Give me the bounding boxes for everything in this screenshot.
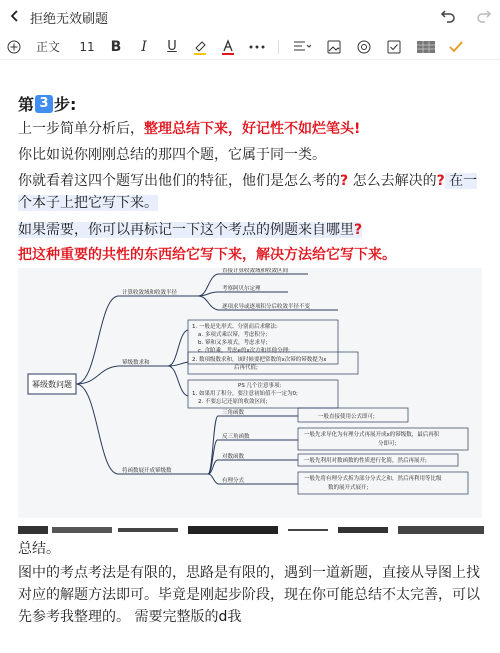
- highlighted-text: 在一个本子上把它写下来。: [18, 173, 478, 211]
- mindmap-node: 一般先利用对数函数的性质进行化简，然后再展开;: [304, 458, 427, 464]
- mindmap-node: 直接计算收敛域和收敛区间: [222, 268, 289, 274]
- font-color-icon[interactable]: [214, 36, 242, 58]
- mindmap-node: 一般先求导化为有理分式再展开成x的幂级数，最后再积: [304, 432, 440, 438]
- mindmap-image: [18, 268, 482, 518]
- paragraph-5: 把这种重要的共性的东西给它写下来，解决方法给它写下来。: [18, 247, 396, 263]
- link-icon[interactable]: [349, 36, 379, 58]
- mindmap-node: 1. 如果用了积分，要注意初始值不一定为0;: [192, 391, 298, 397]
- mindmap-node: 一般直接使用公式即可;: [318, 414, 375, 420]
- font-size-select[interactable]: 11: [79, 39, 95, 54]
- align-icon[interactable]: [285, 36, 319, 58]
- question-mark: ?: [436, 173, 445, 189]
- heading-suffix: 步:: [54, 95, 77, 114]
- back-icon[interactable]: [8, 7, 26, 28]
- underline-button[interactable]: U: [167, 38, 177, 54]
- mindmap-node: PS 几个注意事项:: [238, 383, 282, 389]
- mindmap-node: 对数函数: [222, 454, 245, 460]
- paragraph-3: [18, 170, 484, 214]
- table-icon[interactable]: [409, 36, 443, 58]
- mindmap-node: 逐项求导或逐项积分后收敛半径不变: [222, 304, 311, 310]
- bold-button[interactable]: B: [110, 38, 122, 55]
- title-bar: [0, 0, 500, 34]
- mindmap-node: 2. 不要忘记还原的收敛区间;: [198, 399, 268, 405]
- text-run: 上一步简单分析后，: [18, 121, 144, 137]
- mindmap-node: 反三角函数: [222, 434, 250, 440]
- text-run: 你就看着这四个题写出他们的特征，他们是怎么考的: [18, 173, 340, 189]
- mindmap-root: 幂级数问题: [32, 380, 72, 389]
- text-run: 怎么去解决的: [348, 173, 437, 189]
- emphasis-text: 整理总结下来，好记性不如烂笔头!: [144, 121, 361, 137]
- document-title: 拒绝无效刷题: [30, 11, 109, 27]
- mindmap-node: c. 含阶乘，考虑e的x次方和其他分理;: [198, 348, 291, 354]
- paragraph-2: 你比如说你刚刚总结的那四个题，它属于同一类。: [18, 147, 326, 163]
- number-badge: 3: [35, 95, 53, 113]
- image-icon[interactable]: [319, 36, 349, 58]
- mindmap-node: 一般先将有理分式拆为部分分式之和，然后再利用等比级: [304, 476, 442, 482]
- redo-icon[interactable]: [476, 7, 492, 27]
- mindmap-node: 有理分式: [222, 478, 245, 484]
- mindmap-node: a. 多项式乘以幂，考虑积分;: [198, 332, 268, 338]
- mindmap-branch-3: 将函数展开成幂级数: [122, 468, 172, 474]
- mindmap-branch-1: 计算收敛域和收敛半径: [122, 290, 178, 296]
- more-icon[interactable]: [242, 36, 272, 58]
- mindmap-node: 后再代值;: [234, 365, 258, 371]
- mindmap-node: 2. 数项级数求和，该时候要把常数的x次幂的幂数提为x: [192, 357, 327, 363]
- image-strip: [18, 520, 484, 530]
- format-toolbar: [0, 34, 500, 60]
- highlighter-icon[interactable]: [186, 36, 214, 58]
- text-style-select[interactable]: 正文: [35, 39, 60, 54]
- question-mark: ?: [340, 173, 349, 189]
- step-heading: [18, 92, 76, 115]
- heading-prefix: 第: [18, 95, 35, 114]
- mindmap-branch-2: 幂级数求和: [122, 360, 150, 366]
- undo-icon[interactable]: [440, 7, 456, 27]
- mindmap-node: 数的展开式展开;: [328, 485, 369, 491]
- question-mark: ?: [354, 222, 363, 238]
- done-icon[interactable]: [443, 36, 469, 58]
- paragraph-4: [18, 219, 484, 241]
- summary-title: 总结。: [18, 541, 60, 557]
- highlighted-text: 如果需要，你可以再标记一下这个考点的例题来自哪里: [18, 222, 354, 238]
- mindmap-node: 考察阿贝尔定理: [222, 286, 261, 292]
- checkbox-icon[interactable]: [379, 36, 409, 58]
- mindmap-node: 分即可;: [378, 441, 397, 447]
- paragraph-1: [18, 118, 484, 140]
- summary-body: 图中的考点考法是有限的，思路是有限的，遇到一道新题，直接从导图上找对应的解题方法即可。毕竟是刚起步阶段，现在你可能总结不太完善，可以先参考我整理的。 需要完整版的d我: [18, 565, 480, 625]
- italic-button[interactable]: I: [141, 38, 147, 55]
- mindmap-node: 三角函数: [222, 410, 245, 416]
- mindmap-node: 1. 一般是先形式、分别而后求解法:: [192, 324, 278, 330]
- mindmap-node: b. 幂和又多项式，考虑求导;: [198, 340, 268, 346]
- toolbar-divider: [278, 40, 279, 54]
- add-icon[interactable]: [4, 36, 24, 58]
